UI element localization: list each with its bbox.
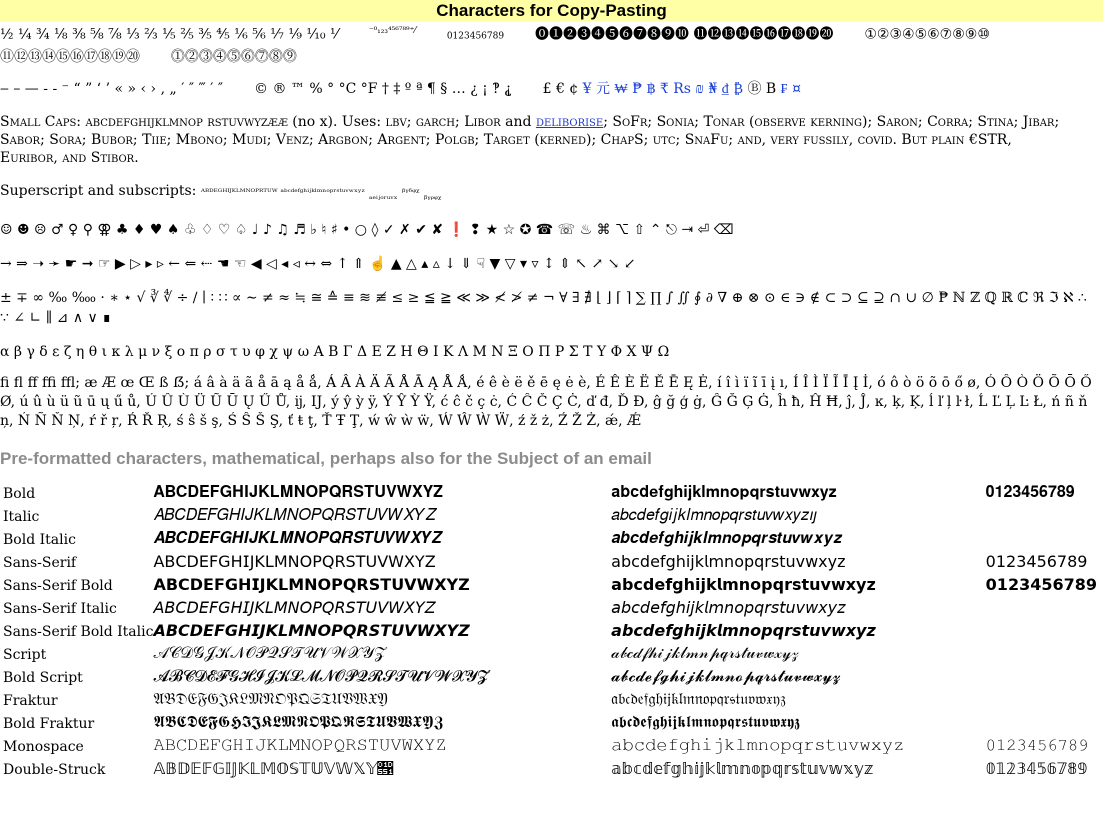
greek-row [0,342,1097,362]
arrows-row [0,254,1097,274]
style-lowercase: 𝙖𝙗𝙘𝙙𝙚𝙛𝙜𝙝𝙞𝙟𝙠𝙡𝙢𝙣𝙤𝙥𝙦𝙧𝙨𝙩𝙪𝙫𝙬𝙭𝙮𝙯 [611,621,876,641]
dashes-quotes-text: ‒ – — ‑ ‐ ⁻ “ ” ‘ ’ « » ‹ › , „ ′ ″ ‴ ′ ″ [0,80,224,97]
style-uppercase: 𝐴𝐵𝐶𝐷𝐸𝐹𝐺𝐻𝐼𝐽𝐾𝐿𝑀𝑁𝑂𝑃𝑄𝑅𝑆𝑇𝑈𝑉𝑊𝑋𝑌𝑍 [153,505,436,525]
style-label: Monospace [3,739,84,756]
circled-text: ①②③④⑤⑥⑦⑧⑨⑩ [864,26,990,43]
style-label: Bold Script [3,670,83,687]
mono-digits-text: 0123456789 [446,31,505,42]
style-lowercase: 𝒂𝒃𝒄𝒅𝒆𝒇𝒈𝒉𝒊𝒋𝒌𝒍𝒎𝒏𝒐𝒑𝒒𝒓𝒔𝒕𝒖𝒗𝒘𝒙𝒚𝒛 [611,528,843,548]
style-uppercase: 𝘈𝘉𝘊𝘋𝘌𝘍𝘎𝘏𝘐𝘑𝘒𝘓𝘔𝘕𝘖𝘗𝘘𝘙𝘚𝘛𝘜𝘝𝘞𝘟𝘠𝘡 [153,598,436,618]
style-uppercase: 𝒜𝒞𝒟𝒢𝒥𝒦𝒩𝒪𝒫𝒬𝒮𝒯𝒰𝒱𝒲𝒳𝒴𝒵 [153,643,387,663]
style-lowercase: 𝐚𝐛𝐜𝐝𝐞𝐟𝐠𝐡𝐢𝐣𝐤𝐥𝐦𝐧𝐨𝐩𝐪𝐫𝐬𝐭𝐮𝐯𝐰𝐱𝐲𝐳 [611,482,837,502]
misc-symbols-text: ☺ ☻ ☹ ♂ ♀ ⚲ ⚢ ♣ ♦ ♥ ♠ ♧ ♢ ♡ ♤ ♩ ♪ ♫ ♬ ♭ ♮ ♯ • ○ ◊ ✓ ✗ ✔ ✘ ❗ ❢ ★ ☆ ✪ ☎ ☏ ♨ ⌘ ⌥ ⇧ ⌃ ⎋ ⇥ ⏎ ⌫ [0,222,734,239]
style-label: Sans-Serif Bold Italic [3,624,154,641]
style-uppercase: 𝗔𝗕𝗖𝗗𝗘𝗙𝗚𝗛𝗜𝗝𝗞𝗟𝗠𝗡𝗢𝗣𝗤𝗥𝗦𝗧𝗨𝗩𝗪𝗫𝗬𝗭 [153,575,470,595]
misc-symbols-row [0,220,1097,240]
style-digits: 𝟘𝟙𝟚𝟛𝟜𝟝𝟞𝟟𝟠𝟡 [985,759,1088,779]
style-uppercase: 𝘼𝘽𝘾𝘿𝙀𝙁𝙂𝙃𝙄𝙅𝙆𝙇𝙈𝙉𝙊𝙋𝙌𝙍𝙎𝙏𝙐𝙑𝙒𝙓𝙔𝙕 [153,621,470,641]
style-digits [986,663,1097,686]
deliborise-link[interactable]: deliborise [535,113,604,130]
style-uppercase: 𝙰𝙱𝙲𝙳𝙴𝙵𝙶𝙷𝙸𝙹𝙺𝙻𝙼𝙽𝙾𝙿𝚀𝚁𝚂𝚃𝚄𝚅𝚆𝚇𝚈𝚉 [153,735,447,755]
math-text: ± ∓ ∞ ‰ ‱ · ∗ ⋆ √ ∛ ∜ ÷ ∕ ∣ ∶ ∷ ∝ ∼ ≠ ≈ ≒ ≅ ≙ ≡ ≋ ≢ ≤ ≥ ≦ ≧ ≪ ≫ ≮ ≯ ≠ ¬ ∀ ∃ ∄ ⌊ ⌋ ⌈ ⌉ ∑ ∏ ∫ ∬ ∮ ∂ ∇ ⊕ ⊗ ⊙ ∈ ∋ ∉ ⊂ ⊃ ⊆ ⊇ ∩ ∪ ∅ ₱ ℕ ℤ ℚ ℝ ℂ ℜ ℑ ℵ ∴ [0,290,1087,307]
accented2-text: Ø, ú û ù ü ũ ū ų ű ů, Ú Û Ù Ü Ũ Ū Ų Ű Ů, ĳ, Ĳ, ý ŷ ỳ ÿ, Ý Ŷ Ỳ Ÿ, ć ĉ č ç ċ, Ć Ĉ Č Ç Ċ, ď đ, Ď Đ, ĝ ğ ģ ġ, Ĝ Ğ Ģ Ġ, ĥ ħ, Ĥ Ħ, ĵ, Ĵ, ĸ, ķ, Ķ, ĺ ľ ļ ŀ ł, Ĺ Ľ Ļ Ŀ Ł, ń ñ ň [0,394,1088,411]
style-row [0,640,1097,663]
style-lowercase: 𝕒𝕓𝕔𝕕𝕖𝕗𝕘𝕙𝕚𝕛𝕜𝕝𝕞𝕟𝕠𝕡𝕢𝕣𝕤𝕥𝕦𝕧𝕨𝕩𝕪𝕫 [611,759,874,779]
accented-row-3 [0,412,1097,431]
style-digits [986,640,1097,663]
style-label: Fraktur [3,693,58,710]
style-row [0,709,1097,732]
style-row [0,732,1097,755]
fractions-row [0,21,1097,47]
style-label: Sans-Serif Italic [3,601,117,618]
superscripts-sup1: ᴬᴮᴰᴱᴳᴴᴵᴶᴷᴸᴹᴺᴼᴾᴿᵀᵁᵂ ᵃᵇᶜᵈᵉᶠᵍʰⁱʲᵏˡᵐⁿᵒᵖʳˢᵗᵘᵛʷˣʸᶻ [200,187,365,198]
style-lowercase: 𝑎𝑏𝑐𝑑𝑒𝑓𝑔𝑖𝑗𝑘𝑙𝑚𝑛𝑜𝑝𝑞𝑟𝑠𝑡𝑢𝑣𝑤𝑥𝑦𝑧𝚤𝚥 [611,505,817,525]
style-lowercase: 𝒶𝒷𝒸𝒹𝒻𝒽𝒾𝒿𝓀𝓁𝓂𝓃𝓅𝓆𝓇𝓈𝓉𝓊𝓋𝓌𝓍𝓎𝓏 [611,643,799,663]
supsub-text: ⁻⁰₁₂₃⁴⁵⁶⁷⁸⁹⁺⁄ [368,26,416,36]
accented-row-1 [0,374,1097,393]
superscripts-sub2: ᵦᵧᵨᵩᵪ [423,191,442,202]
style-row [0,755,1097,778]
style-row [0,594,1097,617]
symbols-text: © ® ™ % ° °C °F † ‡ º ª ¶ § … ¿ ¡ ‽ ⸘ [254,80,512,97]
style-digits [986,525,1097,548]
style-label: Bold Italic [3,532,76,549]
punctuation-row [0,79,1097,99]
style-uppercase: 𝑨𝑩𝑪𝑫𝑬𝑭𝑮𝑯𝑰𝑱𝑲𝑳𝑴𝑵𝑶𝑷𝑸𝑹𝑺𝑻𝑼𝑽𝑾𝑿𝒀𝒁 [153,528,443,548]
currency-tail-text: Ⓑ B [747,80,777,97]
math-row [0,288,1097,308]
style-digits: 𝟬𝟭𝟮𝟯𝟰𝟱𝟲𝟳𝟴𝟵 [985,575,1097,595]
style-digits [986,686,1097,709]
style-label: Sans-Serif Bold [3,578,113,595]
style-row [0,571,1097,594]
currency-tail-blue-text: ₣ ¤ [780,80,802,97]
circled-row-2 [0,47,1097,67]
superscripts-sub1: ₐₑᵢⱼₒᵣᵤᵥₓ [369,191,398,202]
small-caps-e: lbv; garch; Libor [385,113,501,130]
style-lowercase: 𝚊𝚋𝚌𝚍𝚎𝚏𝚐𝚑𝚒𝚓𝚔𝚕𝚖𝚗𝚘𝚙𝚚𝚛𝚜𝚝𝚞𝚟𝚠𝚡𝚢𝚣 [611,735,905,755]
page-title: Characters for Copy-Pasting [0,0,1103,21]
style-lowercase: 𝖺𝖻𝖼𝖽𝖾𝖿𝗀𝗁𝗂𝗃𝗄𝗅𝗆𝗇𝗈𝗉𝗊𝗋𝗌𝗍𝗎𝗏𝗐𝗑𝗒𝗓 [611,552,846,572]
style-row [0,548,1097,571]
style-row [0,663,1097,686]
circled-negative-text: ⓿❶❷❸❹❺❻❼❽❾❿ ⓫⓬⓭⓮⓯⓰⓱⓲⓳⓴ [535,26,834,43]
currency-blue-text: ¥ 元 ₩ ₱ ฿ ₹ Rs ₪ ₦ ₫ ₿ [582,80,743,97]
small-caps-a: Small Caps: [0,113,82,130]
style-uppercase: 𝔄𝔅𝔇𝔈𝔉𝔊𝔍𝔎𝔏𝔐𝔑𝔒𝔓𝔔𝔖𝔗𝔘𝔙𝔚𝔛𝔜 [153,689,388,709]
accented-row-2 [0,393,1097,412]
preformatted-heading: Pre-formatted characters, mathematical, perhaps also for the Subject of an email [0,449,652,469]
style-label: Script [3,647,47,664]
accented3-text: ņ, Ń Ñ Ň Ņ, ŕ ř ŗ, Ŕ Ř Ŗ, ś ŝ š ş, Ś Ŝ Š Ş, ť ŧ ţ, Ť Ŧ Ţ, ẃ ŵ ẁ ẅ, Ẃ Ŵ Ẁ Ẅ, ź ž ż, Ź Ž Ż, ǽ, Ǽ [0,413,642,430]
style-row [0,525,1097,548]
small-caps-f: and [505,113,532,130]
superscripts-sup2: ᵝᵞᵟᵠᵡ [402,187,420,198]
style-label: Double-Struck [3,762,106,779]
style-uppercase: 𝖠𝖡𝖢𝖣𝖤𝖥𝖦𝖧𝖨𝖩𝖪𝖫𝖬𝖭𝖮𝖯𝖰𝖱𝖲𝖳𝖴𝖵𝖶𝖷𝖸𝖹 [153,552,436,572]
preformatted-table [0,479,1097,778]
style-digits [986,617,1097,640]
style-label: Sans-Serif [3,555,77,572]
style-row [0,617,1097,640]
style-lowercase: 𝗮𝗯𝗰𝗱𝗲𝗳𝗴𝗵𝗶𝗷𝗸𝗹𝗺𝗻𝗼𝗽𝗾𝗿𝘀𝘁𝘂𝘃𝘄𝘅𝘆𝘇 [611,575,876,595]
accented1-text: ﬁ ﬂ ﬀ ﬃ ﬄ; æ Æ œ Œ ß ẞ; á â à ä ã å ā ą å ǻ, Á Â À Ä Ã Å Ā Ą Å Ǻ, é ê è ë ě ē ę ė è, É Ê È Ë Ě Ē Ę Ė, í î ì ï ĩ ī į ı, Í Î Ì Ï Ĩ Ī Į İ, ó ô ò ö õ ō ő ø, Ó Ô Ò Ö Õ Ō Ő [0,375,1092,392]
style-uppercase: 𝕬𝕭𝕮𝕯𝕰𝕱𝕲𝕳𝕴𝕵𝕶𝕷𝕸𝕹𝕺𝕻𝕼𝕽𝕾𝕿𝖀𝖁𝖂𝖃𝖄𝖅 [153,712,444,732]
style-row [0,479,1097,502]
style-lowercase: 𝔞𝔟𝔠𝔡𝔢𝔣𝔤𝔥𝔦𝔧𝔨𝔩𝔪𝔫𝔬𝔭𝔮𝔯𝔰𝔱𝔲𝔳𝔴𝔵𝔶𝔷 [611,689,786,709]
style-digits: 𝟎𝟏𝟐𝟑𝟒𝟓𝟔𝟕𝟖𝟗 [985,482,1075,502]
small-caps-g: ; SoFr; Sonia; Tonar (observe kerning); Saron; Corra; Stina; Jibar; Sabor; Sora; Bubor; Tiie; Mbono; Mudi; Venz; Argbon; Argent; Polgb; Target (kerned); ChapS; utc; SnaFu; and, very fussily, covid. But plain €STR, Euribor, and Stibor. [0,113,1060,166]
style-uppercase: 𝔸𝔹𝔻𝔼𝔽𝔾𝕀𝕁𝕂𝕃𝕄𝕆𝕊𝕋𝕌𝕍𝕎𝕏𝕐𝕑 [153,759,394,779]
math2-text: ∵ ∠ ∟ ∥ ⊿ ∧ ∨ ∎ [0,310,112,327]
circled-b-text: ⑪⑫⑬⑭⑮⑯⑰⑱⑲⑳ [0,48,140,65]
arrows-text: → ⇒ ➝ ➛ ☛ ➞ ☞ ▶ ▷ ▸ ▹ ← ⇐ ⇠ ☚ ☜ ◀ ◁ ◂ ◃ ↔ ⇔ ↑ ⇑ ☝ ▲ △ ▴ ▵ ↓ ⇓ ☟ ▼ ▽ ▾ ▿ ↕ ⇕ ↖ ↗ ↘ ↙ [0,256,636,273]
superscripts-label: Superscript and subscripts: [0,182,197,199]
small-caps-paragraph [0,113,1097,167]
style-digits: 𝟢𝟣𝟤𝟥𝟦𝟧𝟨𝟩𝟪𝟫 [985,552,1088,572]
greek-text: α β γ δ ε ζ η θ ι κ λ μ ν ξ ο π ρ σ τ υ φ χ ψ ω Α Β Γ Δ Ε Ζ Η Θ Ι Κ Λ Μ Ν Ξ Ο Π Ρ Σ Τ Υ Φ Χ Ψ Ω [0,344,670,361]
style-digits: 𝟶𝟷𝟸𝟹𝟺𝟻𝟼𝟽𝟾𝟿 [985,735,1089,755]
math-row-2 [0,308,1097,328]
style-uppercase: 𝐀𝐁𝐂𝐃𝐄𝐅𝐆𝐇𝐈𝐉𝐊𝐋𝐌𝐍𝐎𝐏𝐐𝐑𝐒𝐓𝐔𝐕𝐖𝐗𝐘𝐙 [153,482,443,502]
style-uppercase: 𝓐𝓑𝓒𝓓𝓔𝓕𝓖𝓗𝓘𝓙𝓚𝓛𝓜𝓝𝓞𝓟𝓠𝓡𝓢𝓣𝓤𝓥𝓦𝓧𝓨𝓩 [153,666,489,686]
style-row [0,502,1097,525]
currency-black-text: £ € ¢ [542,80,579,97]
small-caps-b: abcdefghijklmnop [85,113,203,130]
circled-double-text: ⓵⓶⓷⓸⓹⓺⓻⓼⓽ [170,48,297,65]
superscripts-row [0,181,1097,207]
style-digits [986,709,1097,732]
style-lowercase: 𝓪𝓫𝓬𝓭𝓮𝓯𝓰𝓱𝓲𝓳𝓴𝓵𝓶𝓷𝓸𝓹𝓺𝓻𝓼𝓽𝓾𝓿𝔀𝔁𝔂𝔃 [611,666,841,686]
style-digits [986,594,1097,617]
style-label: Italic [3,509,40,526]
style-label: Bold Fraktur [3,716,95,733]
style-row [0,686,1097,709]
style-lowercase: 𝘢𝘣𝘤𝘥𝘦𝘧𝘨𝘩𝘪𝘫𝘬𝘭𝘮𝘯𝘰𝘱𝘲𝘳𝘴𝘵𝘶𝘷𝘸𝘹𝘺𝘻 [611,598,846,618]
fractions-text: ½ ¼ ¾ ⅛ ⅜ ⅝ ⅞ ⅓ ⅔ ⅕ ⅖ ⅗ ⅘ ⅙ ⅚ ⅐ ⅑ ⅒ ⅟ [0,26,338,43]
small-caps-d: (no x). Uses: [292,113,382,130]
style-label: Bold [3,486,36,503]
small-caps-c: rstuvwyzææ [207,113,288,130]
style-lowercase: 𝖆𝖇𝖈𝖉𝖊𝖋𝖌𝖍𝖎𝖏𝖐𝖑𝖒𝖓𝖔𝖕𝖖𝖗𝖘𝖙𝖚𝖛𝖜𝖝𝖞𝖟 [611,712,800,732]
style-digits [986,502,1097,525]
